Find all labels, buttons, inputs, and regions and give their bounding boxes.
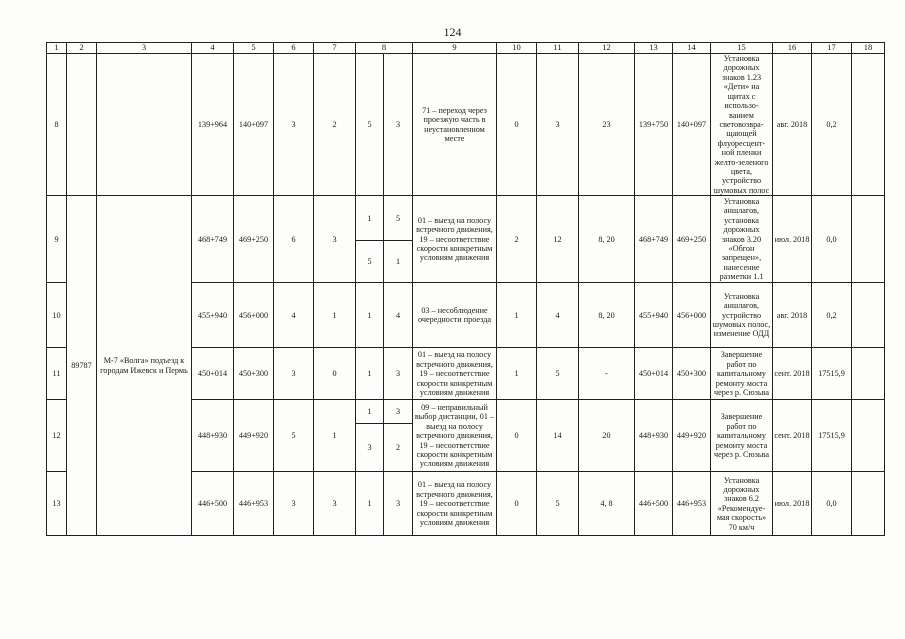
page-number: 124	[443, 25, 462, 39]
cell: 0,2	[812, 54, 852, 196]
cell	[97, 54, 192, 196]
cell: 5	[356, 54, 384, 196]
cell: 468+749	[192, 196, 234, 283]
cell: 0	[497, 472, 537, 536]
row-number: 13	[47, 472, 67, 536]
cell: 456+000	[673, 283, 711, 348]
cell	[852, 196, 885, 283]
cell	[67, 54, 97, 196]
cell: 469+250	[673, 196, 711, 283]
header-cell: 11	[537, 43, 579, 54]
cell: 0	[314, 348, 356, 400]
header-cell: 13	[635, 43, 673, 54]
header-cell: 10	[497, 43, 537, 54]
cell: 446+953	[234, 472, 274, 536]
cell: 17515,9	[812, 400, 852, 472]
cell: 1	[314, 283, 356, 348]
cell: Завершение работ по капитальному ремонту моста через р. Сюзьва	[711, 400, 773, 472]
row-number: 8	[47, 54, 67, 196]
header-cell: 12	[579, 43, 635, 54]
cell: 139+964	[192, 54, 234, 196]
header-row	[47, 43, 885, 54]
cell: 3	[314, 196, 356, 283]
cell: 3	[537, 54, 579, 196]
cell: 23	[579, 54, 635, 196]
cell: -	[579, 348, 635, 400]
row-number: 9	[47, 196, 67, 283]
cell: 450+300	[234, 348, 274, 400]
cell: 4	[274, 283, 314, 348]
cell: 3	[274, 472, 314, 536]
cell: 468+749	[635, 196, 673, 283]
header-cell: 18	[852, 43, 885, 54]
cell: июл. 2018	[773, 472, 812, 536]
header-cell: 17	[812, 43, 852, 54]
cell: 4, 8	[579, 472, 635, 536]
cell: 455+940	[192, 283, 234, 348]
cell: Установка дорожных знаков 1.23 «Дети» на щитах с использо-ванием световозвра-щающей флуоресцент-ной пленки желто-зеленого цвета, устройство шумовых полос	[711, 54, 773, 196]
cell: 448+930	[192, 400, 234, 472]
cell: 446+953	[673, 472, 711, 536]
cell: 1	[356, 348, 384, 400]
cell	[852, 400, 885, 472]
cell: 6	[274, 196, 314, 283]
cell: 71 – переход через проезжую часть в неустановленном месте	[413, 54, 497, 196]
cell: 3	[356, 424, 384, 472]
cell: 01 – выезд на полосу встречного движения, 19 – несоответствие скорости конкретным условиям движения	[413, 348, 497, 400]
header-cell: 16	[773, 43, 812, 54]
cell: 449+920	[673, 400, 711, 472]
cell: 3	[384, 400, 413, 424]
cell: 2	[497, 196, 537, 283]
cell: авг. 2018	[773, 283, 812, 348]
cell: авг. 2018	[773, 54, 812, 196]
cell: 2	[314, 54, 356, 196]
header-cell: 14	[673, 43, 711, 54]
cell	[852, 472, 885, 536]
cell: сент. 2018	[773, 348, 812, 400]
cell: 455+940	[635, 283, 673, 348]
table-row	[47, 54, 885, 196]
cell: 01 – выезд на полосу встречного движения, 19 – несоответствие скорости конкретным условиям движения	[413, 472, 497, 536]
cell: 0,0	[812, 472, 852, 536]
cell: 3	[384, 348, 413, 400]
cell: 449+920	[234, 400, 274, 472]
cell: 4	[384, 283, 413, 348]
cell: 3	[274, 348, 314, 400]
header-cell: 2	[67, 43, 97, 54]
cell: 1	[384, 241, 413, 283]
cell: 1	[356, 196, 384, 241]
cell: 12	[537, 196, 579, 283]
row-number: 12	[47, 400, 67, 472]
cell	[852, 348, 885, 400]
cell: 450+014	[635, 348, 673, 400]
header-cell: 3	[97, 43, 192, 54]
header-cell: 5	[234, 43, 274, 54]
cell	[852, 283, 885, 348]
cell: Установка дорожных знаков 6.2 «Рекомендуе-мая скорость» 70 км/ч	[711, 472, 773, 536]
row-number: 11	[47, 348, 67, 400]
cell: 20	[579, 400, 635, 472]
cell: 446+500	[192, 472, 234, 536]
cell: 1	[497, 283, 537, 348]
cell	[852, 54, 885, 196]
cell: 2	[384, 424, 413, 472]
cell: 448+930	[635, 400, 673, 472]
cell: 17515,9	[812, 348, 852, 400]
table-row	[47, 196, 885, 241]
header-cell: 15	[711, 43, 773, 54]
cell: 140+097	[673, 54, 711, 196]
header-cell: 7	[314, 43, 356, 54]
cell: 446+500	[635, 472, 673, 536]
cell: 450+300	[673, 348, 711, 400]
header-cell: 4	[192, 43, 234, 54]
cell: 1	[356, 472, 384, 536]
cell: Установка аншлагов, устройство шумовых полос, изменение ОДД	[711, 283, 773, 348]
cell: 0	[497, 400, 537, 472]
cell: Завершение работ по капитальному ремонту моста через р. Сюзьва	[711, 348, 773, 400]
header-cell: 6	[274, 43, 314, 54]
cell: 450+014	[192, 348, 234, 400]
cell: 8, 20	[579, 283, 635, 348]
cell: 03 – несоблюдение очередности проезда	[413, 283, 497, 348]
cell: 5	[274, 400, 314, 472]
cell: 3	[384, 472, 413, 536]
cell: 456+000	[234, 283, 274, 348]
cell: 4	[537, 283, 579, 348]
cell: 14	[537, 400, 579, 472]
cell: 0	[497, 54, 537, 196]
cell: 5	[537, 472, 579, 536]
cell: июл. 2018	[773, 196, 812, 283]
cell: 5	[356, 241, 384, 283]
cell: 5	[384, 196, 413, 241]
cell: 3	[274, 54, 314, 196]
header-cell: 9	[413, 43, 497, 54]
cell: 1	[314, 400, 356, 472]
cell: 09 – неправильный выбор дистанции, 01 – выезд на полосу встречного движения, 19 – несоответствие скорости конкретным условиям движения	[413, 400, 497, 472]
cell: 139+750	[635, 54, 673, 196]
cell: сент. 2018	[773, 400, 812, 472]
cell: 469+250	[234, 196, 274, 283]
cell: 0,2	[812, 283, 852, 348]
cell: 1	[356, 283, 384, 348]
row-number: 10	[47, 283, 67, 348]
cell: Установка аншлагов, установка дорожных знаков 3.20 «Обгон запрещен», нанесение разметки 1.1	[711, 196, 773, 283]
cell: 5	[537, 348, 579, 400]
cell: 01 – выезд на полосу встречного движения, 19 – несоответствие скорости конкретным условиям движения	[413, 196, 497, 283]
cell: 3	[314, 472, 356, 536]
header-cell: 1	[47, 43, 67, 54]
cell: 8, 20	[579, 196, 635, 283]
accident-table	[46, 42, 885, 536]
cell: 1	[356, 400, 384, 424]
road-name-cell: М-7 «Волга» подъезд к городам Ижевск и Пермь	[97, 196, 192, 536]
road-code-cell: 89787	[67, 196, 97, 536]
cell: 3	[384, 54, 413, 196]
cell: 0,0	[812, 196, 852, 283]
cell: 1	[497, 348, 537, 400]
header-cell: 8	[356, 43, 413, 54]
cell: 140+097	[234, 54, 274, 196]
